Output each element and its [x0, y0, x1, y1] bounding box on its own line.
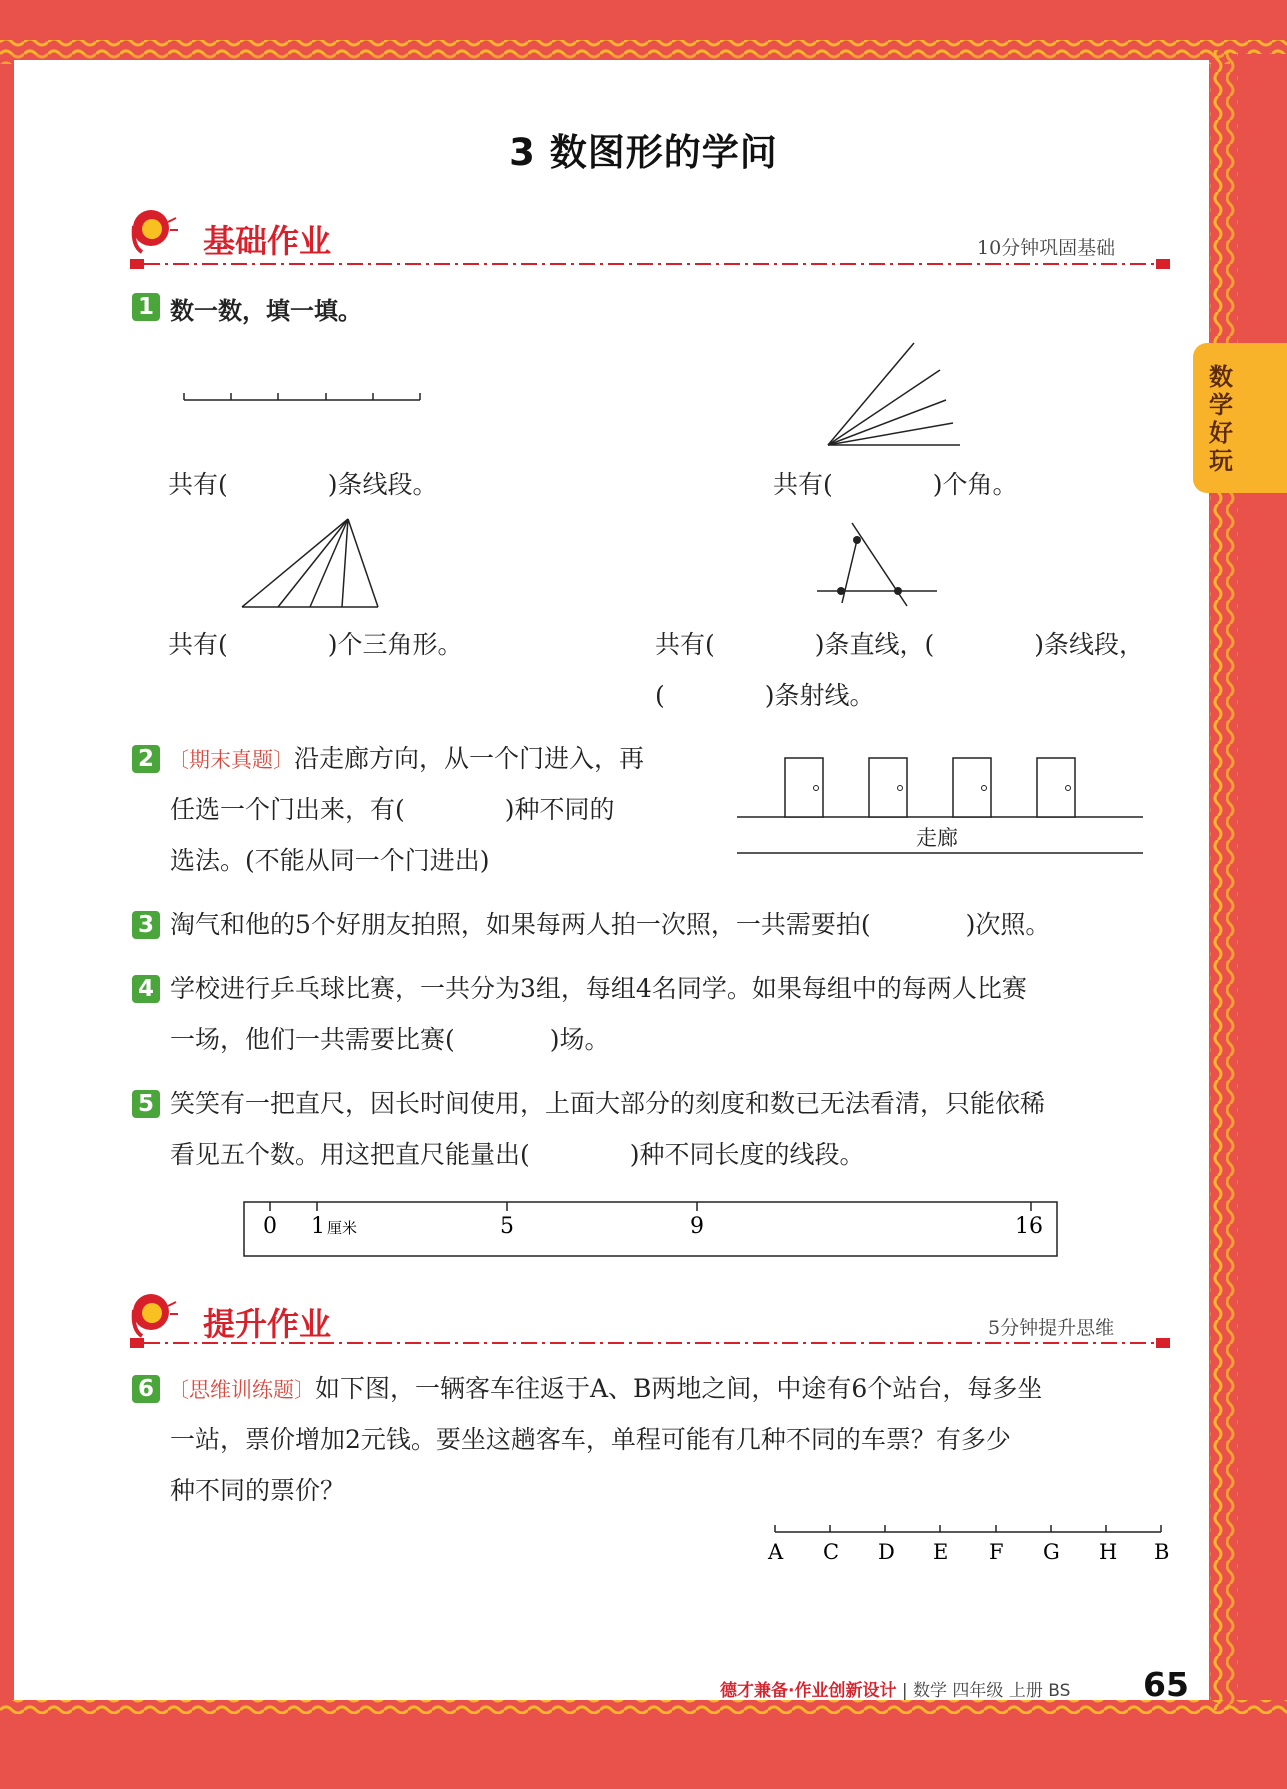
question-number: 4 [132, 975, 160, 1003]
question-number: 2 [132, 745, 160, 773]
q5-line2: 看见五个数。用这把直尺能量出( )种不同长度的线段。 [170, 1140, 865, 1169]
section-heading-basic: 基础作业 [203, 222, 332, 260]
q3-text: 淘气和他的5个好朋友拍照，如果每两人拍一次照，一共需要拍( )次照。 [170, 910, 1051, 939]
section-divider [130, 1337, 1170, 1349]
section-note-advanced: 5分钟提升思维 [988, 1317, 1115, 1339]
station-label: E [933, 1540, 949, 1564]
page-number: 65 [1143, 1665, 1189, 1704]
station-label: H [1099, 1540, 1118, 1564]
q4-line1: 学校进行乒乓球比赛，一共分为3组，每组4名同学。如果每组中的每两人比赛 [170, 974, 1027, 1003]
bell-icon [128, 206, 178, 256]
station-label: F [989, 1540, 1004, 1564]
page-title: 3 数图形的学问 [509, 131, 778, 174]
q5-line1: 笑笑有一把直尺，因长时间使用，上面大部分的刻度和数已无法看清，只能依稀 [170, 1089, 1046, 1118]
q1-a-answer: 共有( )条线段。 [168, 470, 438, 499]
q2-line2: 任选一个门出来，有( )种不同的 [170, 795, 615, 824]
q6-line3: 种不同的票价？ [170, 1476, 346, 1505]
ruler-number-16: 16 [1015, 1214, 1043, 1239]
q6-line1: 〔思维训练题〕如下图，一辆客车往返于A、B两地之间，中途有6个站台，每多坐 [168, 1374, 1043, 1403]
station-line-figure [765, 1520, 1170, 1565]
question-number: 1 [132, 293, 160, 321]
section-heading-advanced: 提升作业 [203, 1305, 332, 1343]
triangle-figure [238, 515, 388, 610]
q1-c-answer: 共有( )个三角形。 [168, 630, 463, 659]
ruler-number-1: 1 [311, 1214, 325, 1239]
lines-points-figure [812, 518, 942, 608]
bell-icon [128, 1290, 178, 1340]
station-label: A [768, 1540, 784, 1564]
q2-line3: 选法。(不能从同一个门进出) [170, 846, 490, 875]
q1-prompt: 数一数，填一填。 [170, 297, 362, 325]
ruler-figure [243, 1201, 1059, 1257]
station-label: D [878, 1540, 895, 1564]
ruler-number-9: 9 [690, 1214, 704, 1239]
q6-line2: 一站，票价增加2元钱。要坐这趟客车，单程可能有几种不同的车票？有多少 [170, 1425, 1011, 1454]
line-segment-figure [180, 385, 425, 405]
corridor-label: 走廊 [916, 826, 958, 850]
question-number: 3 [132, 911, 160, 939]
station-label: B [1154, 1540, 1170, 1564]
q4-line2: 一场，他们一共需要比赛( )场。 [170, 1025, 610, 1054]
station-ticks [775, 1525, 1161, 1532]
q1-d-answer: 共有( )条直线，( )条线段， [655, 630, 1145, 659]
q1-d-answer-line2: ( )条射线。 [655, 681, 875, 710]
angle-figure [818, 340, 968, 450]
section-divider [130, 258, 1170, 270]
question-number: 6 [132, 1375, 160, 1403]
ruler-unit: 厘米 [327, 1219, 358, 1237]
question-number: 5 [132, 1090, 160, 1118]
footer-text: 德才兼备·作业创新设计 | 数学 四年级 上册 BS [720, 1681, 1071, 1701]
q2-line1: 〔期末真题〕沿走廊方向，从一个门进入，再 [168, 744, 645, 773]
side-tab-label: 数学好玩 [1209, 363, 1233, 475]
station-label: C [823, 1540, 840, 1564]
side-tab [1193, 343, 1287, 493]
section-note-basic: 10分钟巩固基础 [977, 237, 1116, 259]
ruler-number-0: 0 [263, 1214, 277, 1239]
station-label: G [1043, 1540, 1060, 1564]
q1-b-answer: 共有( )个角。 [773, 470, 1018, 499]
ruler-number-5: 5 [500, 1214, 514, 1239]
